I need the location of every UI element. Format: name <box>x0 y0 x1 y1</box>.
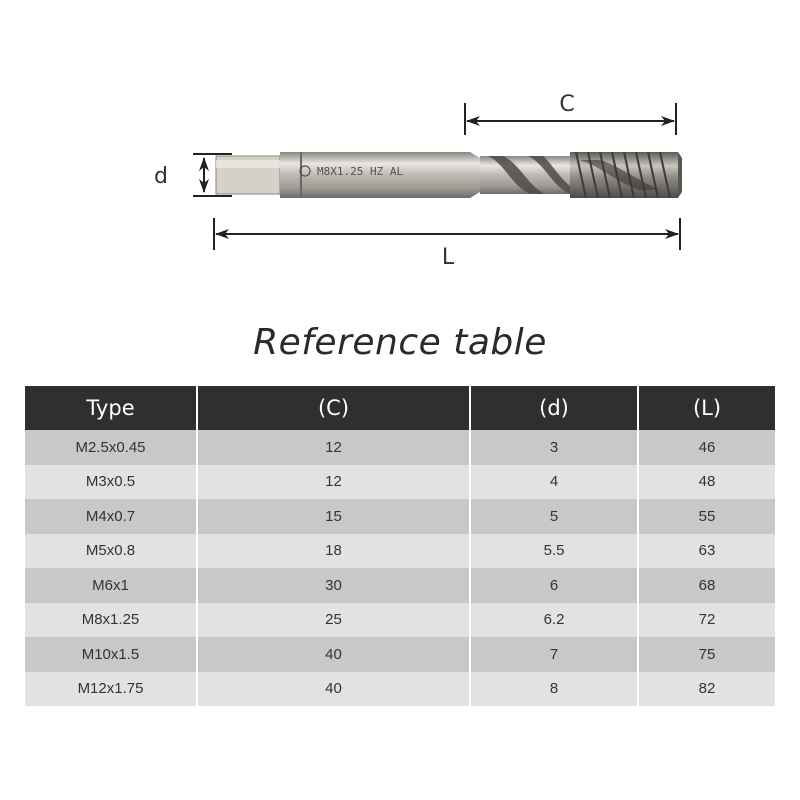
cell-type: M5x0.8 <box>25 534 197 569</box>
cell-d: 7 <box>470 637 638 672</box>
cell-d: 5 <box>470 499 638 534</box>
cell-c: 30 <box>197 568 470 603</box>
table-row <box>25 430 775 465</box>
tap-tip <box>678 152 682 198</box>
cell-type: M2.5x0.45 <box>25 430 197 465</box>
table-row <box>25 534 775 569</box>
cell-d: 6.2 <box>470 603 638 638</box>
cell-l: 75 <box>638 637 775 672</box>
table-row <box>25 603 775 638</box>
cell-d: 3 <box>470 430 638 465</box>
cell-d: 4 <box>470 465 638 500</box>
cell-c: 12 <box>197 465 470 500</box>
cell-l: 68 <box>638 568 775 603</box>
tap-drawing <box>216 152 682 198</box>
tap-neck <box>470 152 480 198</box>
cell-d: 5.5 <box>470 534 638 569</box>
cell-c: 15 <box>197 499 470 534</box>
cell-d: 6 <box>470 568 638 603</box>
reference-table <box>25 386 775 706</box>
cell-type: M3x0.5 <box>25 465 197 500</box>
cell-type: M10x1.5 <box>25 637 197 672</box>
dim-l-label: L <box>441 245 455 270</box>
header-d: (d) <box>470 386 638 430</box>
table-row <box>25 637 775 672</box>
dim-c-label: C <box>559 92 575 117</box>
dim-d-label: d <box>154 164 168 189</box>
cell-c: 40 <box>197 637 470 672</box>
cell-type: M12x1.75 <box>25 672 197 707</box>
cell-l: 48 <box>638 465 775 500</box>
cell-l: 63 <box>638 534 775 569</box>
cell-type: M8x1.25 <box>25 603 197 638</box>
cell-c: 18 <box>197 534 470 569</box>
table-row <box>25 672 775 707</box>
cell-l: 72 <box>638 603 775 638</box>
cell-l: 82 <box>638 672 775 707</box>
cell-l: 55 <box>638 499 775 534</box>
reference-table-title: Reference table <box>253 322 547 363</box>
header-l: (L) <box>638 386 775 430</box>
tap-dimension-diagram <box>0 0 800 300</box>
cell-d: 8 <box>470 672 638 707</box>
table-row <box>25 465 775 500</box>
cell-type: M6x1 <box>25 568 197 603</box>
table-header-row <box>25 386 775 430</box>
cell-c: 25 <box>197 603 470 638</box>
cell-c: 12 <box>197 430 470 465</box>
table-row <box>25 568 775 603</box>
cell-l: 46 <box>638 430 775 465</box>
cell-type: M4x0.7 <box>25 499 197 534</box>
header-type: Type <box>25 386 197 430</box>
cell-c: 40 <box>197 672 470 707</box>
table-row <box>25 499 775 534</box>
tap-engraving: M8X1.25 HZ AL <box>317 165 404 178</box>
header-c: (C) <box>197 386 470 430</box>
tap-shank-collar <box>280 152 300 198</box>
